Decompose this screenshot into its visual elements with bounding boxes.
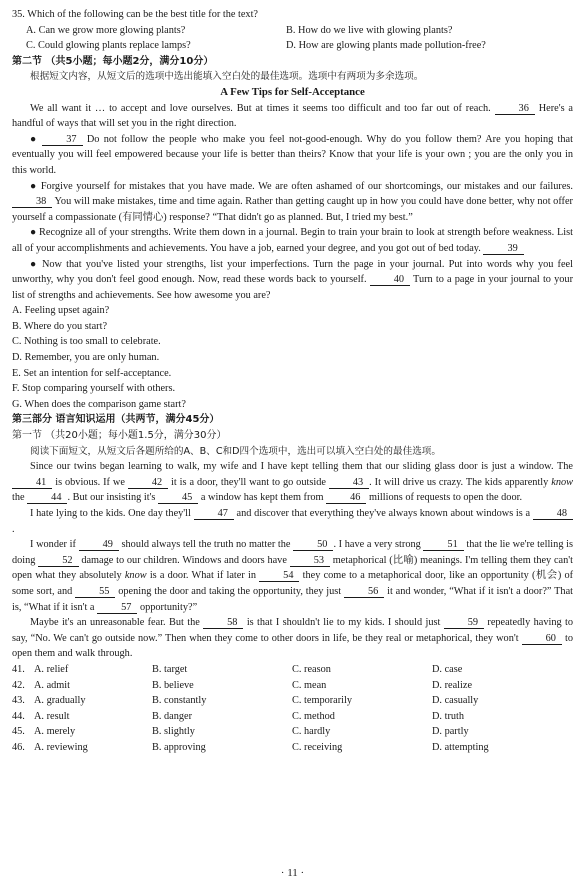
cloze-paragraph-4: Maybe it's an unreasonable fear. But the 58 is that I shouldn't lie to my kids. I should just 59 repeatedly having to say, “No. We can't go outside now.” Then when they come to other doors in life, be they real or metaphorical, they won't 60 to open them and walk through. <box>12 617 574 660</box>
blank-46[interactable]: 46 <box>326 492 366 504</box>
blank-44[interactable]: 44 <box>27 492 67 504</box>
choice-row-41: 41. A. relief B. target C. reason D. case <box>12 663 463 675</box>
q35-option-a: A. Can we grow more glowing plants? <box>26 24 186 36</box>
blank-59[interactable]: 59 <box>444 617 484 629</box>
section-1-heading: 第一节 （共20小题；每小题1.5分，满分30分） <box>12 430 227 442</box>
passage-title: A Few Tips for Self-Acceptance <box>220 85 365 98</box>
blank-55[interactable]: 55 <box>75 586 115 598</box>
option-e: E. Set an intention for self-acceptance. <box>12 367 172 379</box>
option-a: A. Feeling upset again? <box>12 305 110 317</box>
blank-60[interactable]: 60 <box>522 633 562 645</box>
blank-49[interactable]: 49 <box>79 539 119 551</box>
blank-50[interactable]: 50 <box>293 539 333 551</box>
blank-51[interactable]: 51 <box>423 539 463 551</box>
q35-option-b: B. How do we live with glowing plants? <box>286 24 453 36</box>
bullet-icon: ● <box>30 133 38 145</box>
option-f: F. Stop comparing yourself with others. <box>12 383 176 395</box>
blank-48[interactable]: 48 <box>533 508 573 520</box>
blank-36[interactable]: 36 <box>495 103 535 115</box>
blank-42[interactable]: 42 <box>128 477 168 489</box>
choice-row-46: 46. A. reviewing B. approving C. receiving D. attempting <box>12 741 489 753</box>
blank-37[interactable]: 37 <box>42 134 82 146</box>
blank-43[interactable]: 43 <box>329 477 369 489</box>
blank-40[interactable]: 40 <box>370 274 410 286</box>
passage-paragraph-1: We all want it … to accept and love ourselves. But at times it seems too difficult and too far out of reach. 36 Here's a handful of ways that will set you in the right direction. <box>12 102 573 130</box>
blank-57[interactable]: 57 <box>97 602 137 614</box>
passage-paragraph-2: ● 37 Do not follow the people who make you feel not-good-enough. Why do you follow them? Are you hoping that eventually you will feel empowered because your life is better than theirs? Know that your life is your own ; you are the only you in this world. <box>12 133 573 176</box>
choice-row-43: 43. A. gradually B. constantly C. temporarily D. casually <box>12 695 479 707</box>
option-b: B. Where do you start? <box>12 320 108 332</box>
blank-39[interactable]: 39 <box>483 243 523 255</box>
cloze-paragraph-2: I hate lying to the kids. One day they'll 47 and discover that everything they've always known about windows is a 48. <box>12 506 573 537</box>
section-1-instructions: 阅读下面短文，从短文后各题所给的A、B、C和D四个选项中，选出可以填入空白处的最佳选项。 <box>30 445 441 457</box>
blank-38[interactable]: 38 <box>12 196 52 208</box>
question-35-stem: 35. Which of the following can be the best title for the text? <box>12 9 259 20</box>
blank-41[interactable]: 41 <box>12 477 52 489</box>
cloze-paragraph-3: I wonder if 49 should always tell the truth no matter the 50 . I have a very strong 51 that the lie we're telling is doing 52 damage to our children. Windows and doors have 53 metaphorical (比喻) meanings. I'm telling them they can't open what they absolutely know is a door. What if later in 54 they come to a metaphorical door, like an opportunity (机会) of some sort, and 55 opening the door and taking the opportunity, they just 56 it and wonder, “What if it isn't a door?” That is, “What if it isn't a 57 opportunity?” <box>12 539 574 613</box>
cloze-paragraph-1: Since our twins began learning to walk, my wife and I have kept telling them that our sliding glass door is just a window. The 41 is obvious. If we 42 it is a door, they'll want to go outside 43 . It will drive us crazy. The kids apparently know the 44 . But our insisting it's 45 a window has kept them from 46 millions of requests to open the door. <box>12 461 573 504</box>
blank-52[interactable]: 52 <box>38 555 78 567</box>
section-2-instructions: 根据短文内容，从短文后的选项中选出能填入空白处的最佳选项。选项中有两项为多余选项。 <box>30 71 424 83</box>
option-d: D. Remember, you are only human. <box>12 352 160 364</box>
section-2-heading: 第二节 （共5小题；每小题2分，满分10分） <box>12 55 214 67</box>
option-g: G. When does the comparison game start? <box>12 398 186 410</box>
part-3-heading: 第三部分 语言知识运用（共两节，满分45分） <box>12 414 220 426</box>
blank-47[interactable]: 47 <box>194 508 234 520</box>
blank-53[interactable]: 53 <box>290 555 330 567</box>
blank-58[interactable]: 58 <box>203 617 243 629</box>
blank-45[interactable]: 45 <box>158 492 198 504</box>
passage-paragraph-4: ● Recognize all of your strengths. Write them down in a journal. Begin to train your brain to look at strength before weakness. List all of your accomplishments and achievements. You have a job, earned your degree, and you got out of bed today. 39 <box>12 227 573 254</box>
passage-paragraph-5: ● Now that you've listed your strengths, list your imperfections. Turn the page in your journal. Put into words why you feel unworthy, why you don't feel good enough. Now, read these words back to yourself. 40 Turn to a page in your journal to your list of strengths and achievements. See how awesome you are? <box>12 258 573 301</box>
choice-row-45: 45. A. merely B. slightly C. hardly D. partly <box>12 726 469 738</box>
passage-paragraph-3: ● Forgive yourself for mistakes that you have made. We are often ashamed of our shortcomings, our mistakes and our failures. 38 You will make mistakes, time and time again. Rather than getting caught up in how you could have done better, why not offer yourself a compassionate (有同情心) response? “That didn't go as planned. But, I tried my best.” <box>12 180 573 223</box>
page-number: · 11 · <box>280 867 305 879</box>
seven-options-list <box>12 303 573 412</box>
choice-row-44: 44. A. result B. danger C. method D. truth <box>12 710 465 722</box>
option-c: C. Nothing is too small to celebrate. <box>12 336 161 348</box>
q35-option-c: C. Could glowing plants replace lamps? <box>26 40 191 52</box>
cloze-choices-table <box>12 662 573 756</box>
blank-56[interactable]: 56 <box>344 586 384 598</box>
question-35 <box>12 7 573 54</box>
q35-option-d: D. How are glowing plants made pollution-free? <box>286 40 486 52</box>
blank-54[interactable]: 54 <box>259 570 299 582</box>
choice-row-42: 42. A. admit B. believe C. mean D. realize <box>12 679 473 691</box>
